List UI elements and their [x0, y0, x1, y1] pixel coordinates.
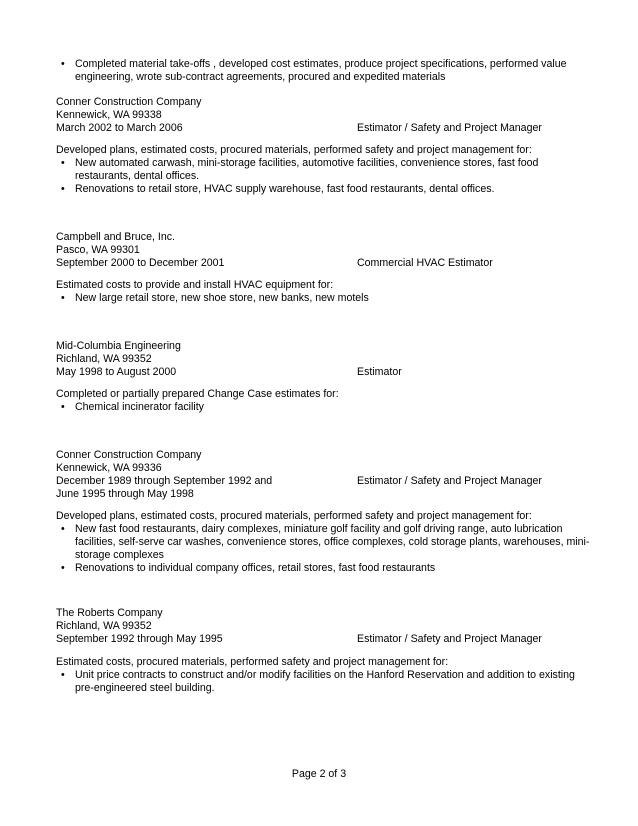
job-1-title: Estimator / Safety and Project Manager	[357, 122, 542, 134]
job-4-bullet-2: Renovations to individual company offices, retail stores, fast food restaurants	[75, 562, 436, 574]
job-1-bullet-1: New automated carwash, mini-storage facilities, automotive facilities, convenience stores, fast food restaurants, dental offices.	[75, 157, 539, 182]
intro-bullet-text: Completed material take-offs , developed cost estimates, produce project specifications, performed value engineering, wrote sub-contract agreements, procured and expedited materials	[75, 58, 567, 83]
job-4-summary: Developed plans, estimated costs, procured materials, performed safety and project management for:	[56, 510, 532, 522]
bullet-marker: •	[61, 562, 65, 574]
bullet-marker: •	[61, 157, 65, 169]
page-number: Page 2 of 3	[291, 768, 347, 780]
job-5-bullet-1: Unit price contracts to construct and/or modify facilities on the Hanford Reservation and addition to existing pre-engineered steel building.	[75, 669, 575, 694]
job-4-bullet-1: New fast food restaurants, dairy complexes, miniature golf facility and golf driving range, auto lubrication facilities, self-serve car washes, convenience stores, office complexes, cold storage plants, warehouses, mini-storage complexes	[75, 523, 590, 561]
bullet-marker: •	[61, 292, 65, 304]
job-4-location: Kennewick, WA 99336	[56, 462, 162, 474]
job-5-dates: September 1992 through May 1995	[56, 633, 223, 645]
job-3-company: Mid-Columbia Engineering	[56, 340, 181, 352]
job-2-summary: Estimated costs to provide and install HVAC equipment for:	[56, 279, 334, 291]
bullet-marker: •	[61, 669, 65, 681]
job-4-title: Estimator / Safety and Project Manager	[357, 475, 542, 487]
job-4-dates-2: June 1995 through May 1998	[56, 488, 194, 500]
job-3-bullet-1: Chemical incinerator facility	[75, 401, 204, 413]
bullet-marker: •	[61, 523, 65, 535]
job-3-location: Richland, WA 99352	[56, 353, 152, 365]
bullet-marker: •	[61, 58, 65, 70]
job-5-title: Estimator / Safety and Project Manager	[357, 633, 542, 645]
bullet-marker: •	[61, 401, 65, 413]
job-1-dates: March 2002 to March 2006	[56, 122, 183, 134]
job-2-bullet-1: New large retail store, new shoe store, new banks, new motels	[75, 292, 369, 304]
job-5-company: The Roberts Company	[56, 607, 163, 619]
job-3-dates: May 1998 to August 2000	[56, 366, 177, 378]
job-5-summary: Estimated costs, procured materials, performed safety and project management for:	[56, 656, 449, 668]
job-2-title: Commercial HVAC Estimator	[357, 257, 493, 269]
job-3-summary: Completed or partially prepared Change Case estimates for:	[56, 388, 339, 400]
job-4-company: Conner Construction Company	[56, 449, 202, 461]
job-5-location: Richland, WA 99352	[56, 620, 152, 632]
job-1-location: Kennewick, WA 99338	[56, 109, 162, 121]
job-2-company: Campbell and Bruce, Inc.	[56, 231, 175, 243]
job-1-summary: Developed plans, estimated costs, procured materials, performed safety and project management for:	[56, 144, 532, 156]
job-1-company: Conner Construction Company	[56, 96, 202, 108]
job-1-bullet-2: Renovations to retail store, HVAC supply warehouse, fast food restaurants, dental offices.	[75, 183, 495, 195]
job-3-title: Estimator	[357, 366, 402, 378]
job-4-dates-1: December 1989 through September 1992 and	[56, 475, 273, 487]
job-2-dates: September 2000 to December 2001	[56, 257, 225, 269]
job-2-location: Pasco, WA 99301	[56, 244, 140, 256]
bullet-marker: •	[61, 183, 65, 195]
